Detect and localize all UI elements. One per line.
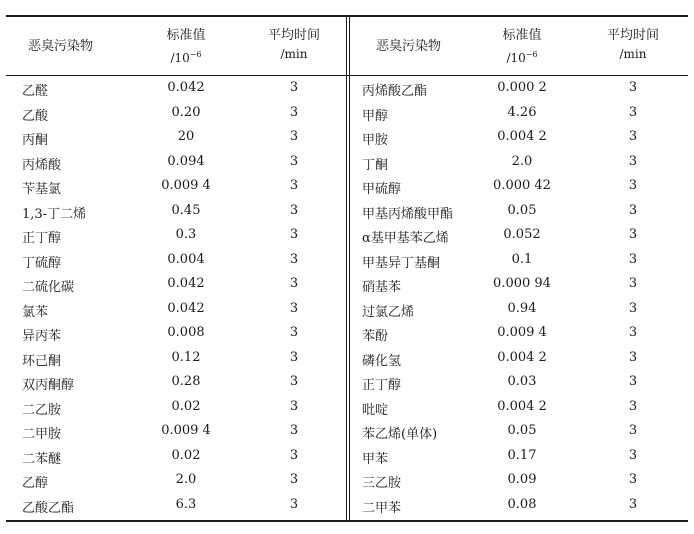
- table-row: [350, 223, 688, 248]
- average-time: 3: [289, 276, 299, 291]
- average-time: 3: [628, 129, 638, 144]
- unit-prefix: /10: [170, 51, 190, 65]
- table-row: [6, 297, 346, 322]
- average-time: 3: [289, 178, 299, 193]
- table-row: [6, 468, 346, 493]
- table-row: [6, 125, 346, 150]
- table-body-right: [350, 76, 688, 517]
- pollutant-name: 磷化氢: [362, 353, 402, 369]
- standard-value: 0.03: [507, 374, 537, 389]
- table-row: [350, 297, 688, 322]
- average-time: 3: [289, 104, 299, 120]
- average-time: 3: [628, 300, 638, 316]
- table-row: [6, 199, 346, 224]
- standard-value: 0.042: [167, 276, 205, 291]
- standard-value: 0.009 4: [161, 423, 211, 438]
- pollutant-name: 过氯乙烯: [362, 304, 415, 320]
- unit-exponent: −6: [525, 50, 538, 59]
- average-time: 3: [628, 178, 638, 193]
- pollutant-name: 乙酸乙酯: [22, 500, 75, 516]
- average-time: 3: [289, 325, 299, 340]
- average-time: 3: [289, 398, 299, 414]
- pollutant-name: 三乙胺: [362, 476, 402, 491]
- pollutant-name: 丁硫醇: [22, 255, 62, 271]
- table-row: [350, 444, 688, 469]
- table-bottom-rule: [6, 520, 688, 522]
- pollutant-name: 甲醇: [362, 108, 389, 124]
- standard-value: 0.004 2: [497, 129, 547, 144]
- standard-value: 0.45: [171, 202, 201, 218]
- table-row: [350, 419, 688, 444]
- average-time: 3: [628, 472, 638, 487]
- average-time: 3: [628, 447, 638, 463]
- table-body-left: [6, 76, 346, 517]
- table-row: [350, 125, 688, 150]
- pollutant-name: 甲胺: [362, 133, 389, 148]
- average-time: 3: [289, 80, 299, 95]
- standard-value: 0.004 2: [497, 398, 547, 414]
- pollutant-name: 硝基苯: [362, 280, 402, 295]
- pollutant-name: 氯苯: [22, 304, 49, 320]
- average-time: 3: [628, 349, 638, 365]
- standard-value: 20: [177, 129, 195, 144]
- standard-value: 0.000 42: [493, 178, 551, 193]
- pollutant-name: 异丙苯: [22, 329, 62, 344]
- average-time: 3: [289, 251, 299, 267]
- standard-value: 2.0: [175, 472, 197, 487]
- table-row: [350, 101, 688, 126]
- table-row: [350, 150, 688, 175]
- header-standard-label: 标准值: [166, 28, 206, 43]
- pollutant-name: 甲基丙烯酸甲酯: [362, 206, 454, 222]
- pollutant-name: 正丁醇: [22, 231, 62, 246]
- average-time: 3: [289, 202, 299, 218]
- standard-value: 0.000 2: [497, 80, 547, 95]
- standard-value: 0.3: [175, 227, 197, 242]
- table-row: [6, 370, 346, 395]
- average-time: 3: [628, 496, 638, 512]
- pollutant-name: 乙醛: [22, 84, 49, 99]
- average-time: 3: [628, 80, 638, 95]
- average-time: 3: [628, 423, 638, 438]
- table-row: [350, 272, 688, 297]
- table-row: [6, 395, 346, 420]
- table-row: [6, 321, 346, 346]
- average-time: 3: [628, 325, 638, 340]
- standard-value: 0.09: [507, 472, 537, 487]
- table-row: [350, 199, 688, 224]
- pollutant-name: 甲苯: [362, 451, 389, 467]
- unit-prefix: /10: [506, 51, 526, 65]
- average-time: 3: [289, 423, 299, 438]
- pollutant-name: 双丙酮醇: [22, 378, 75, 393]
- table-divider-line: [346, 15, 347, 522]
- pollutant-name: 二甲胺: [22, 427, 62, 442]
- table-row: [6, 272, 346, 297]
- pollutant-name: 正丁醇: [362, 378, 402, 393]
- average-time: 3: [628, 104, 638, 120]
- standard-value: 0.02: [171, 398, 201, 414]
- average-time: 3: [289, 447, 299, 463]
- pollutant-name: 丙烯酸乙酯: [362, 84, 428, 99]
- table-row: [6, 248, 346, 273]
- standard-value: 0.94: [507, 300, 537, 316]
- average-time: 3: [628, 202, 638, 218]
- standard-value: 0.042: [167, 80, 205, 95]
- pollutant-name: α基甲基苯乙烯: [362, 231, 449, 246]
- standard-value: 0.042: [167, 300, 205, 316]
- header-time-unit: /min: [280, 47, 308, 61]
- standard-value: 0.009 4: [161, 178, 211, 193]
- average-time: 3: [289, 472, 299, 487]
- header-time-unit: /min: [619, 47, 647, 61]
- table-row: [6, 419, 346, 444]
- standard-value: 0.008: [167, 325, 205, 340]
- pollutant-name: 乙醇: [22, 476, 49, 491]
- header-row: [6, 17, 346, 75]
- average-time: 3: [289, 227, 299, 242]
- standard-value: 0.05: [507, 423, 537, 438]
- pollutant-name: 甲基异丁基酮: [362, 255, 441, 271]
- pollutant-name: 乙酸: [22, 108, 49, 124]
- pollutant-name: 吡啶: [362, 402, 389, 418]
- average-time: 3: [289, 374, 299, 389]
- header-pollutant: 恶臭污染物: [376, 39, 442, 54]
- pollutant-name: 丙酮: [22, 133, 49, 148]
- table-row: [6, 174, 346, 199]
- average-time: 3: [628, 251, 638, 267]
- standard-value: 0.1: [511, 251, 533, 267]
- table-row: [6, 346, 346, 371]
- header-pollutant: 恶臭污染物: [28, 39, 94, 54]
- header-standard: [146, 26, 226, 68]
- standard-value: 0.000 94: [493, 276, 551, 291]
- header-time: [256, 26, 332, 64]
- table-row: [350, 468, 688, 493]
- standard-value: 0.004: [167, 251, 205, 267]
- standard-value: 0.052: [503, 227, 541, 242]
- average-time: 3: [628, 153, 638, 169]
- standard-value: 4.26: [507, 104, 537, 120]
- table-row: [350, 248, 688, 273]
- average-time: 3: [628, 398, 638, 414]
- average-time: 3: [628, 374, 638, 389]
- pollutant-name: 二甲苯: [362, 500, 402, 516]
- pollutant-name: 二苯醚: [22, 451, 62, 467]
- header-row: [350, 17, 688, 75]
- pollutant-name: 甲硫醇: [362, 182, 402, 197]
- pollutant-name: 二硫化碳: [22, 280, 75, 295]
- standard-value: 0.12: [171, 349, 201, 365]
- average-time: 3: [289, 496, 299, 512]
- pollutant-name: 环己酮: [22, 353, 62, 369]
- header-time-label: 平均时间: [606, 28, 659, 43]
- table-row: [350, 395, 688, 420]
- pollutant-name: 二乙胺: [22, 402, 62, 418]
- header-time-label: 平均时间: [267, 28, 320, 43]
- standard-value: 2.0: [511, 153, 533, 169]
- table-row: [350, 370, 688, 395]
- standard-value: 0.094: [167, 153, 205, 169]
- header-standard: [482, 26, 562, 68]
- table-row: [6, 444, 346, 469]
- average-time: 3: [289, 300, 299, 316]
- table-row: [350, 321, 688, 346]
- average-time: 3: [628, 276, 638, 291]
- standard-value: 6.3: [175, 496, 197, 512]
- table-row: [350, 493, 688, 518]
- pollutant-name: 丙烯酸: [22, 157, 62, 173]
- table-row: [6, 493, 346, 518]
- average-time: 3: [289, 153, 299, 169]
- table-row: [6, 150, 346, 175]
- standard-value: 0.08: [507, 496, 537, 512]
- pollutant-name: 苯乙烯(单体): [362, 427, 438, 442]
- pollutant-name: 丁酮: [362, 157, 389, 173]
- pollutant-name: 苯酚: [362, 329, 389, 344]
- table-row: [350, 174, 688, 199]
- table-row: [6, 76, 346, 101]
- table-row: [6, 223, 346, 248]
- pollutant-name: 苄基氯: [22, 182, 62, 197]
- standard-value: 0.20: [171, 104, 201, 120]
- average-time: 3: [628, 227, 638, 242]
- header-standard-unit: [146, 45, 226, 68]
- standard-value: 0.02: [171, 447, 201, 463]
- unit-exponent: −6: [189, 50, 202, 59]
- table-row: [6, 101, 346, 126]
- table-row: [350, 76, 688, 101]
- standard-value: 0.17: [507, 447, 537, 463]
- standard-value: 0.004 2: [497, 349, 547, 365]
- header-standard-label: 标准值: [502, 28, 542, 43]
- header-standard-unit: [482, 45, 562, 68]
- standard-value: 0.009 4: [497, 325, 547, 340]
- standard-value: 0.05: [507, 202, 537, 218]
- average-time: 3: [289, 129, 299, 144]
- table-row: [350, 346, 688, 371]
- average-time: 3: [289, 349, 299, 365]
- header-time: [595, 26, 671, 64]
- standard-value: 0.28: [171, 374, 201, 389]
- pollutant-name: 1,3-丁二烯: [22, 206, 87, 222]
